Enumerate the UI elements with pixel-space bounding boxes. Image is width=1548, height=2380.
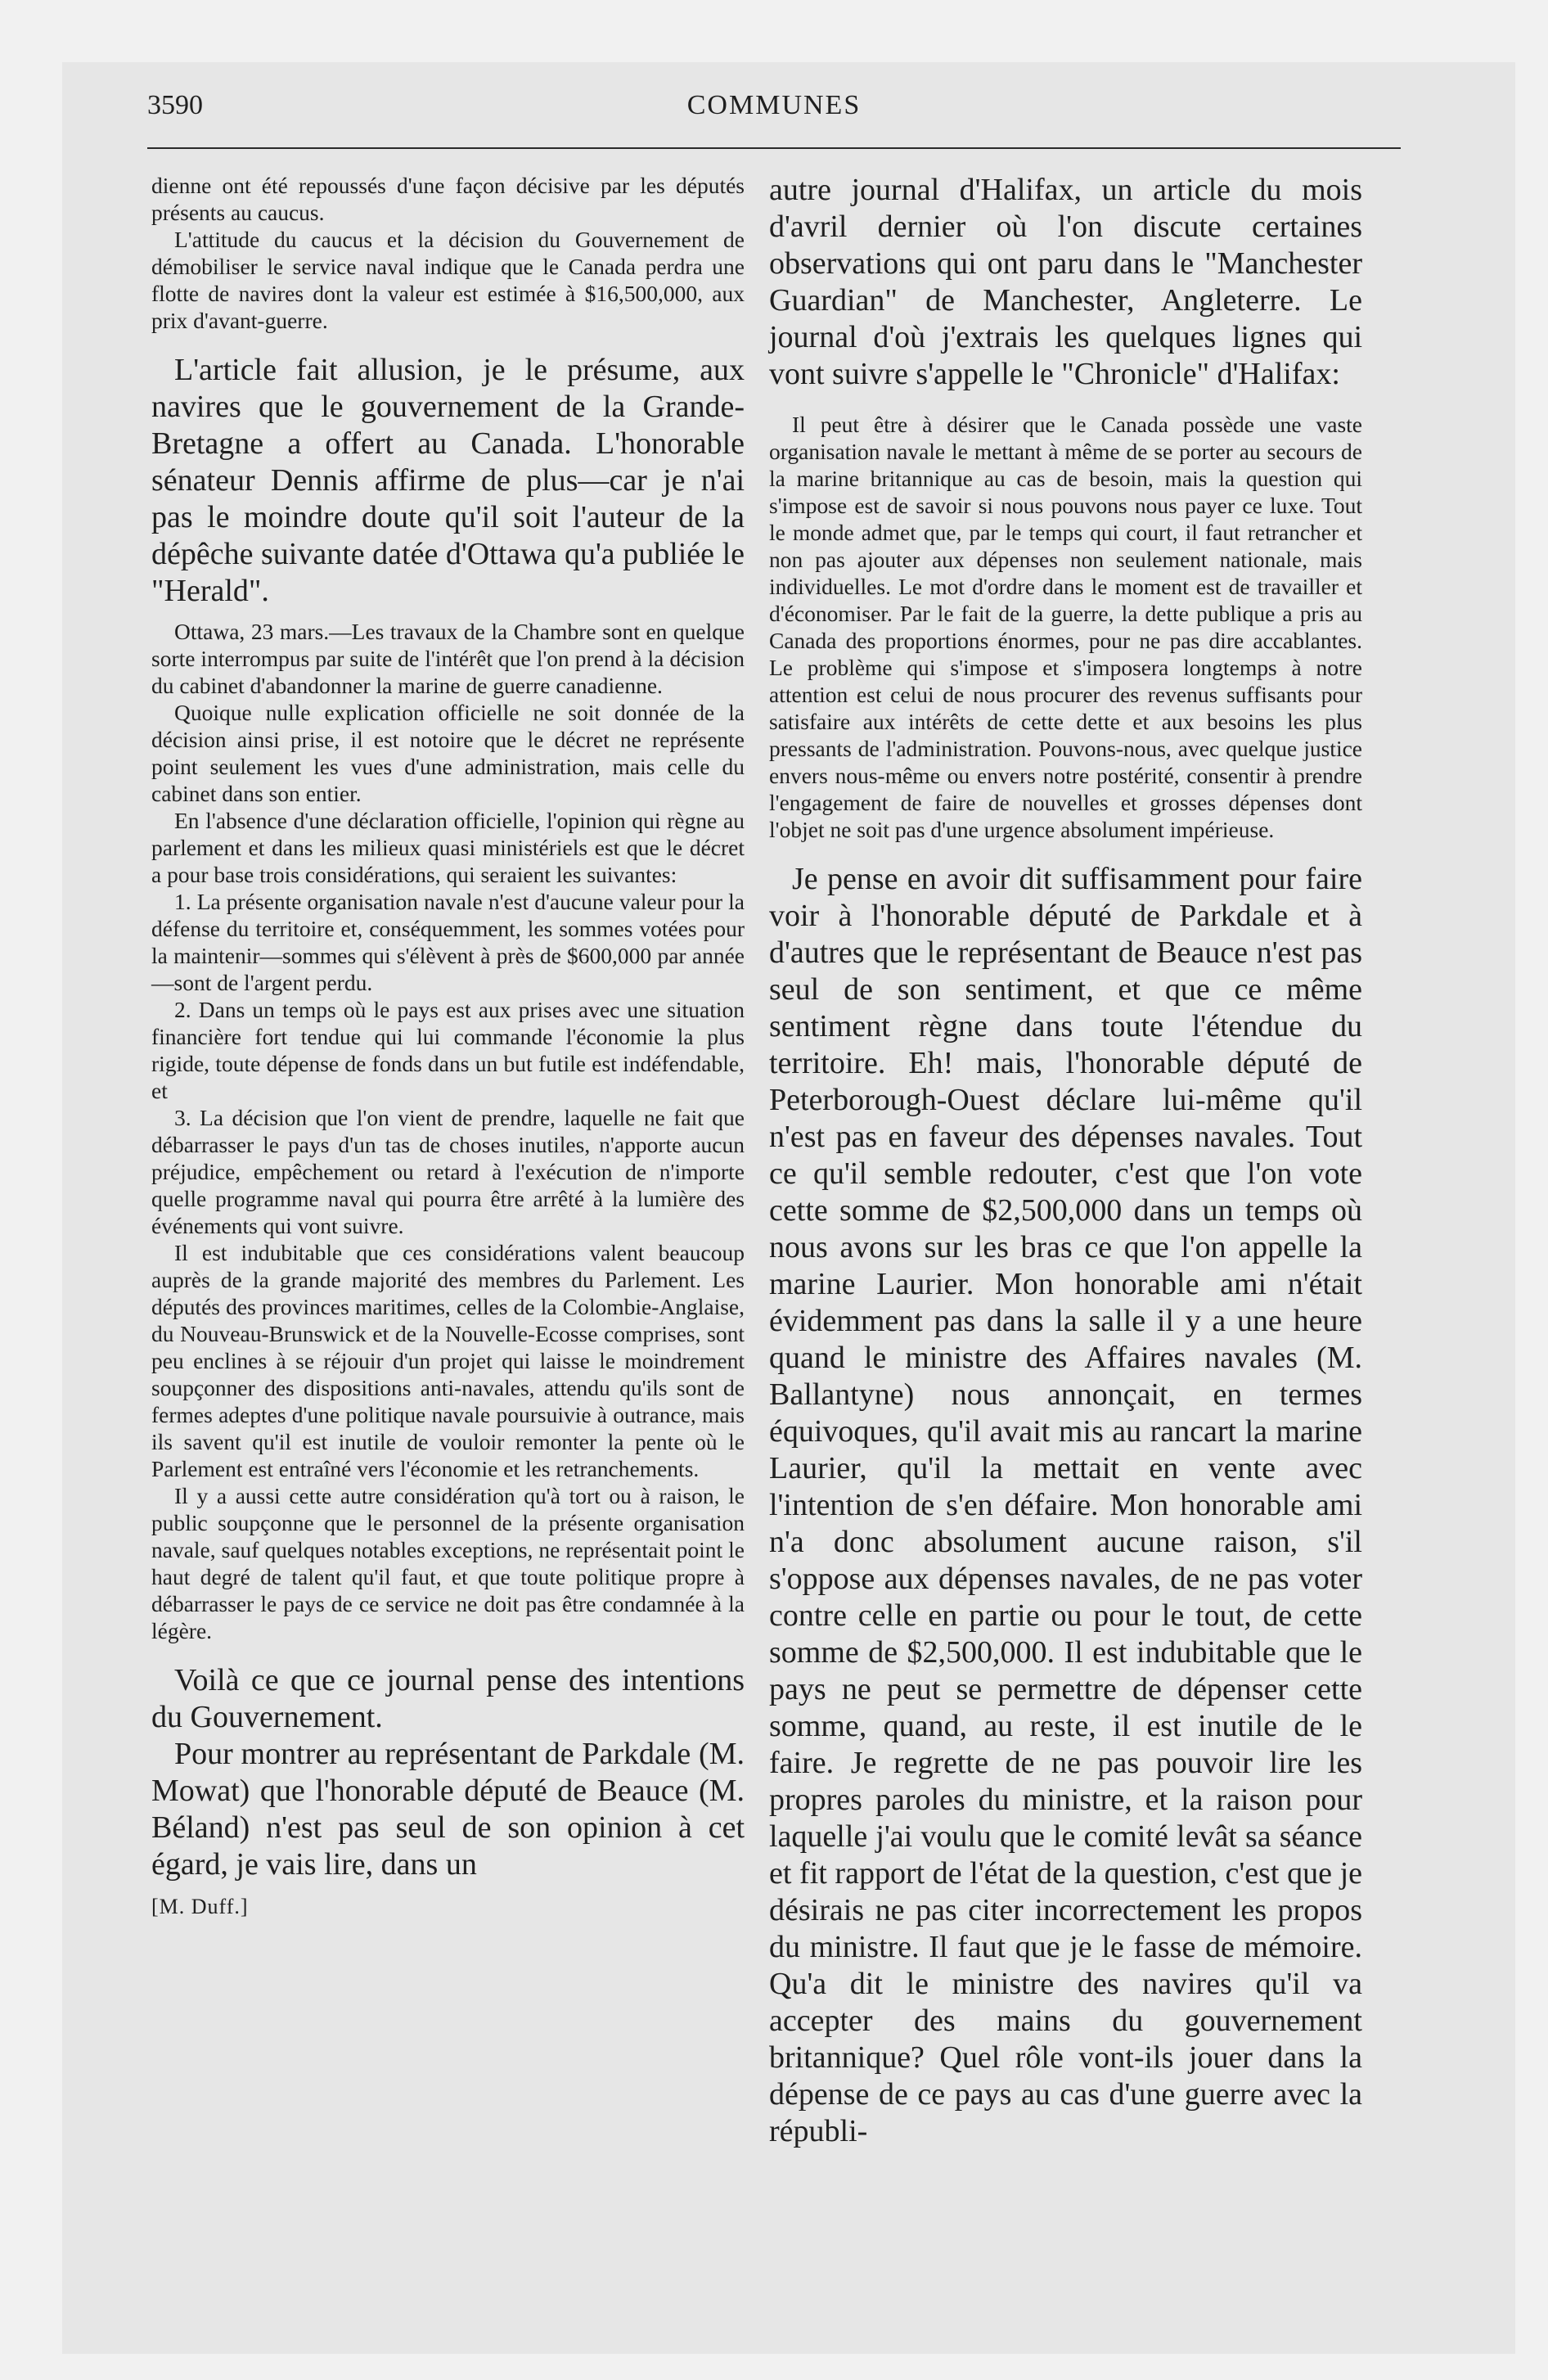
quote-paragraph: Il peut être à désirer que le Canada possède une vaste organisation navale le mettant à même de se porter au secours de la marine britannique au cas de besoin, mais la question qui s'impose est de savoir si nous pouvons nous payer ce luxe. Tout le monde admet que, par le temps qui court, il faut retrancher et non pas ajouter aux dépenses non seulement nationale, mais individuelles. Le mot d'ordre dans le moment est de travailler et d'économiser. Par le fait de la guerre, la dette publique a pris au Canada des proportions énormes, pour ne pas dire accablantes. Le problème qui s'impose et s'imposera longtemps à notre attention est celui de nous procurer des revenus suffisants pour satisfaire aux intérêts de cette dette et aux besoins les plus pressants de l'administration. Pouvons-nous, avec quelque justice envers nous-même ou envers notre postérité, consentir à prendre l'engagement de faire de nouvelles et grosses dépenses dont l'objet ne soit pas d'une urgence absolument impérieuse. [769, 412, 1362, 842]
quote-paragraph: Quoique nulle explication officielle ne soit donnée de la décision ainsi prise, il est notoire que le décret ne représente point seulement les vues d'une administration, mais celle du cabinet dans son entier. [151, 700, 745, 806]
right-column [769, 172, 1362, 2150]
quote-paragraph: Ottawa, 23 mars.—Les travaux de la Chambre sont en quelque sorte interrompus par suite de l'intérêt que l'on prend à la décision du cabinet d'abandonner la marine de guerre canadienne. [151, 619, 745, 698]
quote-paragraph: Il y a aussi cette autre considération qu'à tort ou à raison, le public soupçonne que le personnel de la présente organisation navale, sauf quelques notables exceptions, ne représentait point le haut degré de talent qu'il faut, et que toute politique propre à débarrasser le pays de ce service ne doit pas être condamnée à la légère. [151, 1483, 745, 1643]
speaker-footer: [M. Duff.] [151, 1895, 249, 1918]
quote-paragraph: Il est indubitable que ces considérations valent beaucoup auprès de la grande majorité des membres du Parlement. Les députés des provinces maritimes, celles de la Colombie-Anglaise, du Nouveau-Brunswick et de la Nouvelle-Ecosse comprises, sont peu enclines à se réjouir d'un projet qui laisse le moindrement soupçonner des dispositions anti-navales, attendu qu'ils sont de fermes adeptes d'une politique navale poursuivie à outrance, mais ils savent qu'il est inutile de vouloir remonter la pente où le Parlement est entraîné vers l'économie et les retranchements. [151, 1240, 745, 1481]
page-number: 3590 [147, 90, 203, 120]
page-header [147, 90, 1401, 131]
speech-paragraph: Voilà ce que ce journal pense des intentions du Gouvernement. [151, 1663, 745, 1734]
header-rule [147, 147, 1401, 149]
quote-paragraph: L'attitude du caucus et la décision du Gouvernement de démobiliser le service naval indique que le Canada perdra une flotte de navires dont la valeur est estimée à $16,500,000, aux prix d'avant-guerre. [151, 227, 745, 333]
speech-paragraph: autre journal d'Halifax, un article du mois d'avril dernier où l'on discute certaines observations qui ont paru dans le "Manchester Guardian" de Manchester, Angleterre. Le journal d'où j'extrais les quelques lignes qui vont suivre s'appelle le "Chronicle" d'Halifax: [769, 173, 1362, 391]
quote-paragraph: 1. La présente organisation navale n'est d'aucune valeur pour la défense du territoire et, conséquemment, les sommes votées pour la maintenir—sommes qui s'élèvent à près de $600,000 par année—sont de l'argent perdu. [151, 889, 745, 995]
quote-paragraph: 2. Dans un temps où le pays est aux prises avec une situation financière fort tendue qui lui commande l'économie la plus rigide, toute dépense de fonds dans un but futile est indéfendable, et [151, 997, 745, 1103]
speech-paragraph: Pour montrer au représentant de Parkdale (M. Mowat) que l'honorable député de Beauce (M. Béland) n'est pas seul de son opinion à cet égard, je vais lire, dans un [151, 1737, 745, 1882]
quote-paragraph: dienne ont été repoussés d'une façon décisive par les députés présents au caucus. [151, 173, 745, 225]
speech-paragraph: L'article fait allusion, je le présume, aux navires que le gouvernement de la Grande-Bretagne a offert au Canada. L'honorable sénateur Dennis affirme de plus—car je n'ai pas le moindre doute qu'il soit l'auteur de la dépêche suivante datée d'Ottawa qu'a publiée le "Herald". [151, 353, 745, 608]
running-head: COMMUNES [686, 90, 862, 120]
quote-paragraph: 3. La décision que l'on vient de prendre, laquelle ne fait que débarrasser le pays d'un tas de choses inutiles, n'apporte aucun préjudice, empêchement ou retard à l'exécution de n'importe quelle programme naval qui pourra être arrêté à la lumière des événements qui vont suivre. [151, 1105, 745, 1238]
speech-paragraph: Je pense en avoir dit suffisamment pour faire voir à l'honorable député de Parkdale et à d'autres que le représentant de Beauce n'est pas seul de son sentiment, et que ce même sentiment règne dans toute l'étendue du territoire. Eh! mais, l'honorable député de Peterborough-Ouest déclare lui-même qu'il n'est pas en faveur des dépenses navales. Tout ce qu'il semble redouter, c'est que l'on vote cette somme de $2,500,000 dans un temps où nous avons sur les bras ce que l'on appelle la marine Laurier. Mon honorable ami n'était évidemment pas dans la salle il y a une heure quand le ministre des Affaires navales (M. Ballantyne) nous annonçait, en termes équivoques, qu'il avait mis au rancart la marine Laurier, qu'il la mettait en vente avec l'intention de s'en défaire. Mon honorable ami n'a donc absolument aucune raison, s'il s'oppose aux dépenses navales, de ne pas voter contre celle en partie ou pour le tout, de cette somme de $2,500,000. Il est indubitable que le pays ne peut se permettre de dépenser cette somme, quand, au reste, il est inutile de le faire. Je regrette de ne pas pouvoir lire les propres paroles du ministre, et la raison pour laquelle j'ai voulu que le comité levât sa séance et fit rapport de l'état de la question, c'est que je désirais ne pas citer incorrectement les propos du ministre. Il faut que je le fasse de mémoire. Qu'a dit le ministre des navires qu'il va accepter des mains du gouvernement britannique? Quel rôle vont-ils jouer dans la dépense de ce pays au cas d'une guerre avec la républi- [769, 862, 1362, 2148]
quote-paragraph: En l'absence d'une déclaration officielle, l'opinion qui règne au parlement et dans les milieux quasi ministériels est que le décret a pour base trois considérations, qui seraient les suivantes: [151, 808, 745, 887]
left-column [151, 172, 745, 1919]
